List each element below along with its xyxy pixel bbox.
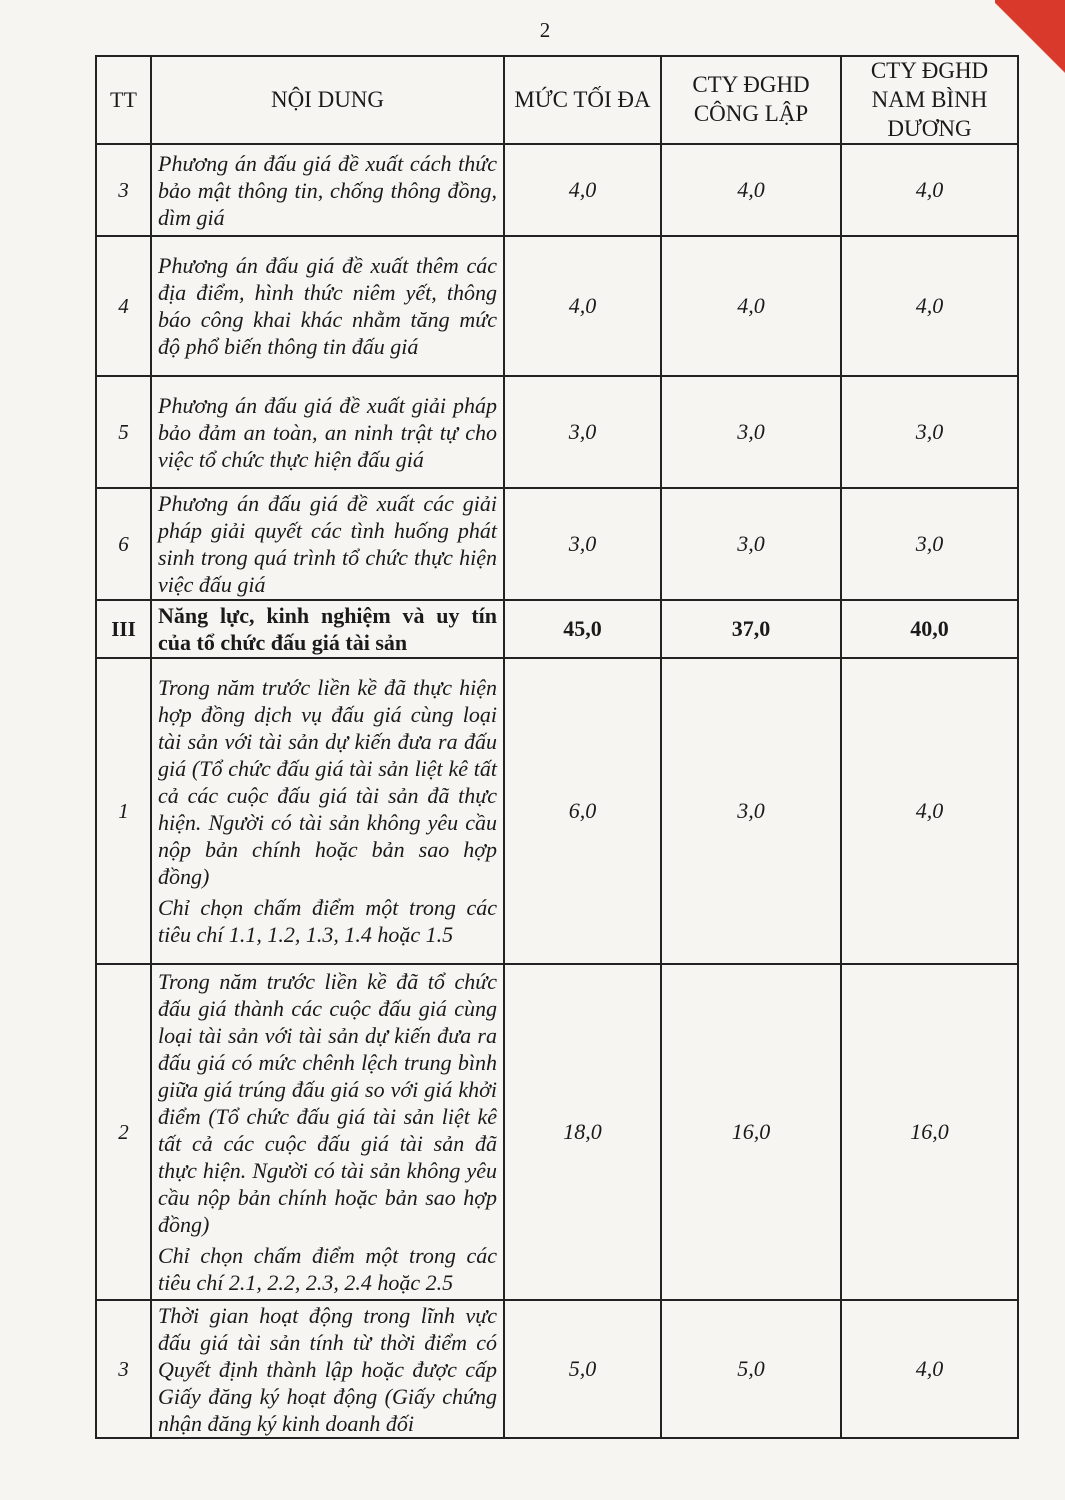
row-cong-lap: 5,0 [661,1300,841,1438]
row-max: 45,0 [504,600,661,658]
row-max: 3,0 [504,488,661,600]
row-nam-binh-duong: 3,0 [841,376,1018,488]
table-row [96,1300,1018,1438]
row-content: Trong năm trước liền kề đã thực hiện hợp đồng dịch vụ đấu giá cùng loại tài sản với tài sản dự kiến đưa ra đấu giá (Tổ chức đấu giá tài sản liệt kê tất cả các cuộc đấu giá tài sản đã thực hiện. Người có tài sản không yêu cầu nộp bản chính hoặc bản sao hợp đồng) [158,675,497,890]
row-content-cell [151,658,504,964]
row-content: Phương án đấu giá đề xuất cách thức bảo mật thông tin, chống thông đồng, dìm giá [151,144,504,236]
row-nam-binh-duong: 4,0 [841,236,1018,376]
row-content: Trong năm trước liền kề đã tổ chức đấu giá thành các cuộc đấu giá cùng loại tài sản với tài sản dự kiến đưa ra đấu giá có mức chênh lệch trung bình giữa giá trúng đấu giá so với giá khởi điểm (Tổ chức đấu giá tài sản liệt kê tất cả các cuộc đấu giá tài sản đã thực hiện. Người có tài sản không yêu cầu nộp bản chính hoặc bản sao hợp đồng) [158,969,497,1238]
row-content: Phương án đấu giá đề xuất các giải pháp giải quyết các tình huống phát sinh trong quá trình tổ chức thực hiện việc đấu giá [151,488,504,600]
table-row [96,964,1018,1300]
row-content: Năng lực, kinh nghiệm và uy tín của tổ chức đấu giá tài sản [151,600,504,658]
row-nam-binh-duong: 4,0 [841,144,1018,236]
row-nam-binh-duong: 40,0 [841,600,1018,658]
row-cong-lap: 4,0 [661,236,841,376]
table-row [96,236,1018,376]
row-tt: 3 [96,1300,151,1438]
row-nam-binh-duong: 4,0 [841,658,1018,964]
row-content: Thời gian hoạt động trong lĩnh vực đấu giá tài sản tính từ thời điểm có Quyết định thành lập hoặc được cấp Giấy đăng ký hoạt động (Giấy chứng nhận đăng ký kinh doanh đối [151,1300,504,1438]
row-tt: 6 [96,488,151,600]
table-row-section [96,600,1018,658]
row-max: 18,0 [504,964,661,1300]
row-content-cell [151,964,504,1300]
row-tt: 2 [96,964,151,1300]
scoring-table [95,55,1019,1439]
row-tt: III [96,600,151,658]
row-cong-lap: 16,0 [661,964,841,1300]
row-tt: 1 [96,658,151,964]
row-content: Phương án đấu giá đề xuất giải pháp bảo đảm an toàn, an ninh trật tự cho việc tổ chức thực hiện đấu giá [151,376,504,488]
header-tt: TT [96,56,151,144]
row-nam-binh-duong: 16,0 [841,964,1018,1300]
page-number: 2 [539,18,551,42]
row-tt: 4 [96,236,151,376]
row-tt: 5 [96,376,151,488]
header-noi-dung: NỘI DUNG [151,56,504,144]
row-cong-lap: 4,0 [661,144,841,236]
header-cty-nam-binh-duong: CTY ĐGHD NAM BÌNH DƯƠNG [841,56,1018,144]
row-max: 3,0 [504,376,661,488]
row-cong-lap: 37,0 [661,600,841,658]
table-row [96,658,1018,964]
row-cong-lap: 3,0 [661,376,841,488]
row-cong-lap: 3,0 [661,488,841,600]
row-max: 5,0 [504,1300,661,1438]
row-content: Phương án đấu giá đề xuất thêm các địa điểm, hình thức niêm yết, thông báo công khai khác nhằm tăng mức độ phổ biến thông tin đấu giá [151,236,504,376]
row-cong-lap: 3,0 [661,658,841,964]
row-max: 6,0 [504,658,661,964]
table-row [96,144,1018,236]
row-max: 4,0 [504,144,661,236]
header-muc-toi-da: MỨC TỐI ĐA [504,56,661,144]
table-row [96,376,1018,488]
row-note: Chỉ chọn chấm điểm một trong các tiêu chí 1.1, 1.2, 1.3, 1.4 hoặc 1.5 [158,895,497,948]
row-max: 4,0 [504,236,661,376]
header-cty-cong-lap: CTY ĐGHD CÔNG LẬP [661,56,841,144]
row-nam-binh-duong: 4,0 [841,1300,1018,1438]
row-tt: 3 [96,144,151,236]
row-nam-binh-duong: 3,0 [841,488,1018,600]
row-note: Chỉ chọn chấm điểm một trong các tiêu chí 2.1, 2.2, 2.3, 2.4 hoặc 2.5 [158,1243,497,1296]
table-row [96,488,1018,600]
